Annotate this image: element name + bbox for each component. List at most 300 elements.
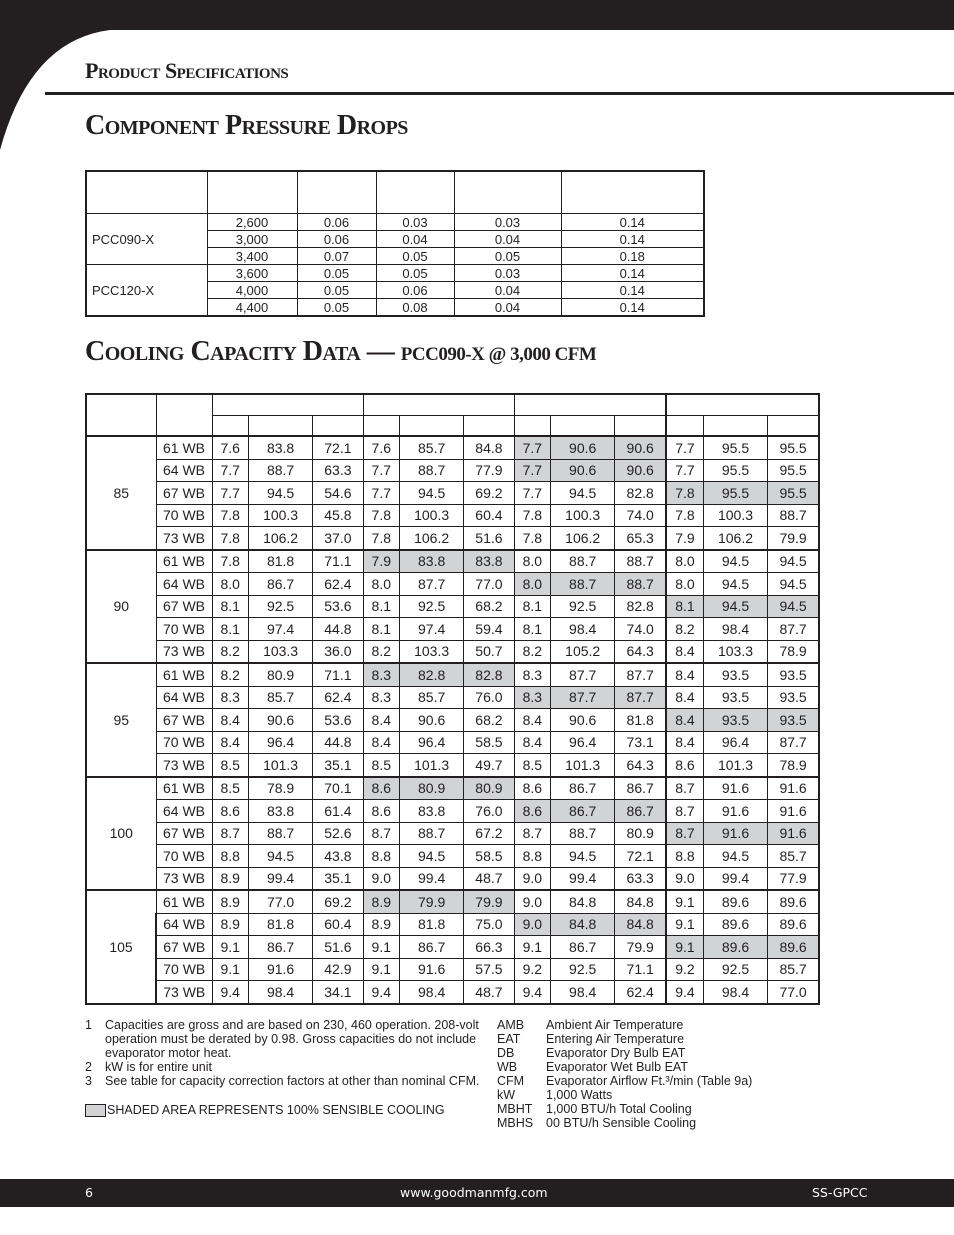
table-cell: 79.9 — [400, 890, 464, 913]
abbreviation-key: WB — [497, 1060, 518, 1074]
table-cell: 7.8 — [212, 550, 248, 573]
table-cell: 92.5 — [400, 595, 464, 618]
table-cell: 100.3 — [248, 504, 312, 527]
table-cell: 97.4 — [248, 618, 312, 641]
table-cell: 9.1 — [363, 936, 399, 959]
table-cell: 87.7 — [615, 663, 666, 686]
table-cell: 84.8 — [615, 913, 666, 936]
pressure-drop-table — [85, 170, 705, 317]
table-cell: 80.9 — [615, 822, 666, 845]
table-cell: 65.3 — [615, 527, 666, 550]
table-cell: 4,000 — [207, 282, 297, 299]
table-cell: 7.8 — [666, 504, 703, 527]
header-cell — [86, 171, 207, 214]
table-cell: 0.05 — [376, 248, 454, 265]
table-row — [86, 618, 819, 641]
table-cell: 86.7 — [615, 800, 666, 823]
table-cell: 0.14 — [561, 299, 704, 317]
table-cell: 9.0 — [514, 867, 550, 890]
table-cell: 97.4 — [400, 618, 464, 641]
abbreviation-value: 1,000 BTU/h Total Cooling — [546, 1102, 692, 1116]
table-cell: 58.5 — [464, 845, 514, 868]
cooling-capacity-table — [85, 393, 820, 1005]
header-rule — [45, 92, 954, 95]
header-cell — [156, 394, 212, 436]
model-name-cell: PCC090-X — [86, 214, 207, 265]
table-cell: 94.5 — [703, 595, 767, 618]
table-cell: 8.6 — [363, 800, 399, 823]
table-cell: 7.8 — [514, 504, 550, 527]
table-cell: 103.3 — [703, 640, 767, 663]
table-cell: 98.4 — [551, 618, 615, 641]
table-cell: 8.7 — [666, 777, 703, 800]
cooling-title-main: Cooling Capacity Data — — [85, 336, 395, 367]
table-cell: 75.0 — [464, 913, 514, 936]
table-cell: 82.8 — [400, 663, 464, 686]
table-cell: 85.7 — [248, 686, 312, 709]
table-cell: 7.8 — [212, 504, 248, 527]
table-cell: 8.5 — [363, 754, 399, 777]
table-cell: 85.7 — [400, 436, 464, 459]
table-cell: 90.6 — [615, 459, 666, 482]
table-cell: 103.3 — [248, 640, 312, 663]
table-cell: 101.3 — [703, 754, 767, 777]
wet-bulb-cell: 64 WB — [156, 800, 212, 823]
table-cell: 3,600 — [207, 265, 297, 282]
ambient-temp-cell: 90 — [86, 550, 156, 664]
table-row — [86, 214, 704, 231]
table-cell: 8.4 — [666, 686, 703, 709]
table-cell: 53.6 — [313, 595, 363, 618]
wet-bulb-cell: 61 WB — [156, 663, 212, 686]
table-cell: 7.7 — [514, 459, 550, 482]
table-cell: 43.8 — [313, 845, 363, 868]
footnote — [85, 1060, 485, 1074]
table-cell: 96.4 — [703, 731, 767, 754]
table-cell: 44.8 — [313, 731, 363, 754]
wet-bulb-cell: 73 WB — [156, 754, 212, 777]
table-cell: 93.5 — [768, 686, 819, 709]
wet-bulb-cell: 64 WB — [156, 573, 212, 596]
table-cell: 60.4 — [464, 504, 514, 527]
table-cell: 84.8 — [464, 436, 514, 459]
table-cell: 85.7 — [768, 845, 819, 868]
header-cell — [454, 171, 561, 214]
table-cell: 93.5 — [703, 709, 767, 732]
abbreviation-key: EAT — [497, 1032, 521, 1046]
table-cell: 94.5 — [551, 845, 615, 868]
table-cell: 8.1 — [363, 618, 399, 641]
abbreviation-item — [497, 1102, 752, 1116]
table-cell: 7.6 — [212, 436, 248, 459]
table-cell: 8.3 — [212, 686, 248, 709]
table-cell: 63.3 — [313, 459, 363, 482]
table-cell: 8.4 — [363, 731, 399, 754]
wet-bulb-cell: 61 WB — [156, 550, 212, 573]
table-cell: 67.2 — [464, 822, 514, 845]
table-cell: 95.5 — [703, 459, 767, 482]
table-cell: 54.6 — [313, 482, 363, 505]
table-cell: 8.7 — [666, 822, 703, 845]
header-cell — [514, 415, 550, 436]
table-cell: 7.7 — [363, 459, 399, 482]
table-cell: 101.3 — [551, 754, 615, 777]
table-cell: 51.6 — [313, 936, 363, 959]
table-cell: 8.7 — [212, 822, 248, 845]
header-cell — [400, 415, 464, 436]
table-row — [86, 436, 819, 459]
table-cell: 8.5 — [212, 754, 248, 777]
table-cell: 106.2 — [703, 527, 767, 550]
table-cell: 60.4 — [313, 913, 363, 936]
table-cell: 0.06 — [376, 282, 454, 299]
table-cell: 99.4 — [703, 867, 767, 890]
table-cell: 71.1 — [313, 663, 363, 686]
shading-legend — [85, 1103, 445, 1117]
abbreviation-key: CFM — [497, 1074, 525, 1088]
table-cell: 8.1 — [212, 595, 248, 618]
table-cell: 76.0 — [464, 800, 514, 823]
table-cell: 101.3 — [248, 754, 312, 777]
wet-bulb-cell: 67 WB — [156, 482, 212, 505]
table-cell: 9.1 — [363, 958, 399, 981]
table-cell: 83.8 — [248, 436, 312, 459]
table-cell: 90.6 — [615, 436, 666, 459]
table-cell: 0.14 — [561, 265, 704, 282]
table-cell: 94.5 — [551, 482, 615, 505]
table-cell: 71.1 — [313, 550, 363, 573]
table-cell: 93.5 — [768, 709, 819, 732]
header-cell — [86, 394, 156, 436]
footnote-text: Capacities are gross and are based on 230, 460 operation. 208-volt operation must be derated by 0.98. Gross capacities do not include evaporator motor heat. — [105, 1018, 479, 1060]
header-cell — [514, 394, 666, 415]
table-cell: 81.8 — [615, 709, 666, 732]
header-cell — [212, 394, 363, 415]
table-cell: 8.2 — [363, 640, 399, 663]
table-cell: 90.6 — [551, 709, 615, 732]
header-cell — [207, 171, 297, 214]
table-cell: 8.8 — [666, 845, 703, 868]
table-row — [86, 527, 819, 550]
table-row — [86, 709, 819, 732]
table-cell: 8.5 — [212, 777, 248, 800]
table-cell: 106.2 — [400, 527, 464, 550]
header-cell — [703, 415, 767, 436]
abbreviation-value: Ambient Air Temperature — [546, 1018, 684, 1032]
table-cell: 42.9 — [313, 958, 363, 981]
table-cell: 8.6 — [514, 800, 550, 823]
table-cell: 0.04 — [454, 231, 561, 248]
abbreviation-item — [497, 1116, 752, 1130]
table-cell: 0.07 — [297, 248, 376, 265]
wet-bulb-cell: 64 WB — [156, 459, 212, 482]
table-cell: 8.1 — [514, 595, 550, 618]
abbreviation-key: kW — [497, 1088, 516, 1102]
table-cell: 9.4 — [514, 981, 550, 1004]
table-cell: 90.6 — [551, 459, 615, 482]
table-cell: 59.4 — [464, 618, 514, 641]
table-cell: 83.8 — [400, 800, 464, 823]
table-cell: 94.5 — [248, 845, 312, 868]
table-cell: 8.4 — [666, 731, 703, 754]
table-cell: 8.0 — [514, 573, 550, 596]
table-cell: 8.4 — [666, 663, 703, 686]
table-cell: 83.8 — [248, 800, 312, 823]
abbreviation-item — [497, 1032, 752, 1046]
table-cell: 9.1 — [212, 958, 248, 981]
table-cell: 7.7 — [666, 436, 703, 459]
abbreviation-key: MBHT — [497, 1102, 533, 1116]
table-cell: 61.4 — [313, 800, 363, 823]
table-cell: 8.1 — [363, 595, 399, 618]
table-cell: 9.1 — [212, 936, 248, 959]
table-cell: 7.7 — [363, 482, 399, 505]
table-cell: 91.6 — [703, 822, 767, 845]
table-cell: 99.4 — [400, 867, 464, 890]
table-cell: 95.5 — [768, 459, 819, 482]
table-cell: 101.3 — [400, 754, 464, 777]
wet-bulb-cell: 73 WB — [156, 640, 212, 663]
wet-bulb-cell: 61 WB — [156, 890, 212, 913]
header-cell — [615, 415, 666, 436]
table-cell: 88.7 — [551, 573, 615, 596]
wet-bulb-cell: 64 WB — [156, 686, 212, 709]
table-cell: 64.3 — [615, 640, 666, 663]
table-cell: 91.6 — [768, 822, 819, 845]
table-cell: 85.7 — [400, 686, 464, 709]
wet-bulb-cell: 70 WB — [156, 504, 212, 527]
table-cell: 105.2 — [551, 640, 615, 663]
wet-bulb-cell: 61 WB — [156, 777, 212, 800]
table-cell: 94.5 — [768, 595, 819, 618]
wet-bulb-cell: 67 WB — [156, 822, 212, 845]
table-cell: 0.04 — [454, 299, 561, 317]
table-cell: 91.6 — [248, 958, 312, 981]
table-cell: 72.1 — [313, 436, 363, 459]
table-cell: 88.7 — [615, 573, 666, 596]
table-cell: 91.6 — [768, 800, 819, 823]
table-cell: 96.4 — [400, 731, 464, 754]
table-cell: 86.7 — [400, 936, 464, 959]
table-row — [86, 800, 819, 823]
table-cell: 81.8 — [248, 550, 312, 573]
table-cell: 88.7 — [400, 822, 464, 845]
table-cell: 8.6 — [363, 777, 399, 800]
legend-text: SHADED AREA REPRESENTS 100% SENSIBLE COOLING — [107, 1103, 445, 1117]
abbreviation-value: Evaporator Dry Bulb EAT — [546, 1046, 686, 1060]
footnotes — [85, 1018, 485, 1088]
table-cell: 9.1 — [666, 890, 703, 913]
table-cell: 7.8 — [363, 504, 399, 527]
table-cell: 69.2 — [313, 890, 363, 913]
table-cell: 88.7 — [551, 550, 615, 573]
table-cell: 92.5 — [248, 595, 312, 618]
ambient-temp-cell: 100 — [86, 777, 156, 891]
table-cell: 86.7 — [551, 936, 615, 959]
abbreviation-item — [497, 1060, 752, 1074]
table-cell: 95.5 — [703, 482, 767, 505]
section-header: Product Specifications — [85, 58, 289, 83]
table-cell: 7.7 — [212, 482, 248, 505]
abbreviation-key: MBHS — [497, 1116, 534, 1130]
table-cell: 66.3 — [464, 936, 514, 959]
table-cell: 8.7 — [363, 822, 399, 845]
wet-bulb-cell: 70 WB — [156, 958, 212, 981]
table-cell: 90.6 — [551, 436, 615, 459]
table-cell: 35.1 — [313, 754, 363, 777]
table-row — [86, 663, 819, 686]
table-cell: 86.7 — [248, 573, 312, 596]
table-cell: 94.5 — [703, 573, 767, 596]
table-cell: 58.5 — [464, 731, 514, 754]
table-cell: 8.9 — [212, 913, 248, 936]
table-cell: 62.4 — [313, 573, 363, 596]
table-cell: 9.1 — [514, 936, 550, 959]
table-cell: 9.4 — [363, 981, 399, 1004]
table-cell: 86.7 — [551, 800, 615, 823]
table-cell: 88.7 — [248, 822, 312, 845]
table-cell: 68.2 — [464, 595, 514, 618]
table-cell: 74.0 — [615, 618, 666, 641]
table-cell: 63.3 — [615, 867, 666, 890]
table-cell: 80.9 — [248, 663, 312, 686]
table-cell: 48.7 — [464, 867, 514, 890]
wet-bulb-cell: 67 WB — [156, 936, 212, 959]
table-cell: 52.6 — [313, 822, 363, 845]
table-cell: 106.2 — [248, 527, 312, 550]
table-cell: 0.18 — [561, 248, 704, 265]
abbreviation-item — [497, 1018, 752, 1032]
wet-bulb-cell: 67 WB — [156, 709, 212, 732]
table-cell: 0.05 — [297, 299, 376, 317]
table-cell: 89.6 — [703, 936, 767, 959]
table-cell: 8.2 — [212, 663, 248, 686]
table-cell: 8.3 — [363, 663, 399, 686]
header-cell — [313, 415, 363, 436]
table-cell: 93.5 — [703, 686, 767, 709]
table-cell: 8.4 — [666, 709, 703, 732]
table-cell: 87.7 — [551, 686, 615, 709]
table-cell: 64.3 — [615, 754, 666, 777]
table-cell: 8.0 — [666, 550, 703, 573]
table-cell: 9.0 — [666, 867, 703, 890]
table-cell: 87.7 — [615, 686, 666, 709]
table-cell: 88.7 — [768, 504, 819, 527]
abbreviation-key: AMB — [497, 1018, 525, 1032]
table-cell: 81.8 — [400, 913, 464, 936]
header-cell — [551, 415, 615, 436]
table-cell: 91.6 — [703, 777, 767, 800]
table-cell: 89.6 — [703, 890, 767, 913]
table-cell: 92.5 — [703, 958, 767, 981]
table-cell: 7.8 — [666, 482, 703, 505]
table-cell: 76.0 — [464, 686, 514, 709]
table-cell: 0.05 — [297, 265, 376, 282]
table-cell: 0.03 — [454, 265, 561, 282]
table-cell: 8.0 — [363, 573, 399, 596]
table-cell: 49.7 — [464, 754, 514, 777]
table-cell: 96.4 — [248, 731, 312, 754]
table-cell: 81.8 — [248, 913, 312, 936]
table-cell: 86.7 — [551, 777, 615, 800]
table-cell: 4,400 — [207, 299, 297, 317]
table-cell: 84.8 — [551, 890, 615, 913]
table-cell: 82.8 — [464, 663, 514, 686]
table-cell: 88.7 — [400, 459, 464, 482]
wet-bulb-cell: 70 WB — [156, 731, 212, 754]
table-row — [86, 754, 819, 777]
table-cell: 48.7 — [464, 981, 514, 1004]
table-cell: 7.8 — [514, 527, 550, 550]
cooling-title-sub: PCC090-X @ 3,000 CFM — [400, 344, 597, 365]
table-cell: 0.14 — [561, 231, 704, 248]
table-row — [86, 822, 819, 845]
table-cell: 95.5 — [768, 436, 819, 459]
ambient-temp-cell: 105 — [86, 890, 156, 1004]
table-cell: 100.3 — [703, 504, 767, 527]
table-cell: 77.0 — [768, 981, 819, 1004]
table-row — [86, 640, 819, 663]
table-cell: 37.0 — [313, 527, 363, 550]
wet-bulb-cell: 64 WB — [156, 913, 212, 936]
table-cell: 87.7 — [768, 731, 819, 754]
footnote — [85, 1074, 485, 1088]
table-cell: 79.9 — [464, 890, 514, 913]
header-cell — [561, 171, 704, 214]
table-cell: 0.05 — [454, 248, 561, 265]
table-cell: 8.4 — [212, 709, 248, 732]
table-cell: 94.5 — [400, 845, 464, 868]
table-row — [86, 936, 819, 959]
table-cell: 93.5 — [768, 663, 819, 686]
table-cell: 8.0 — [212, 573, 248, 596]
table-cell: 8.8 — [363, 845, 399, 868]
table-cell: 51.6 — [464, 527, 514, 550]
table-cell: 57.5 — [464, 958, 514, 981]
footnote-text: kW is for entire unit — [105, 1060, 212, 1074]
table-cell: 9.0 — [363, 867, 399, 890]
table-cell: 98.4 — [703, 981, 767, 1004]
table-cell: 91.6 — [768, 777, 819, 800]
header-cell — [666, 394, 819, 415]
table-cell: 8.9 — [363, 913, 399, 936]
table-row — [86, 550, 819, 573]
table-cell: 0.14 — [561, 214, 704, 231]
table-cell: 8.9 — [212, 890, 248, 913]
table-cell: 7.6 — [363, 436, 399, 459]
table-cell: 94.5 — [703, 550, 767, 573]
table-cell: 94.5 — [703, 845, 767, 868]
table-cell: 7.7 — [514, 482, 550, 505]
wet-bulb-cell: 70 WB — [156, 618, 212, 641]
table-cell: 94.5 — [768, 573, 819, 596]
ambient-temp-cell: 95 — [86, 663, 156, 777]
component-pressure-title: Component Pressure Drops — [85, 110, 408, 141]
table-cell: 8.3 — [514, 686, 550, 709]
table-cell: 8.2 — [212, 640, 248, 663]
table-cell: 91.6 — [400, 958, 464, 981]
table-cell: 8.6 — [212, 800, 248, 823]
pressure-header-row — [86, 171, 704, 214]
table-cell: 98.4 — [551, 981, 615, 1004]
table-cell: 8.7 — [666, 800, 703, 823]
table-cell: 0.05 — [297, 282, 376, 299]
table-cell: 9.0 — [514, 890, 550, 913]
wet-bulb-cell: 70 WB — [156, 845, 212, 868]
cooling-header-row — [86, 394, 819, 415]
table-cell: 92.5 — [551, 958, 615, 981]
table-cell: 53.6 — [313, 709, 363, 732]
